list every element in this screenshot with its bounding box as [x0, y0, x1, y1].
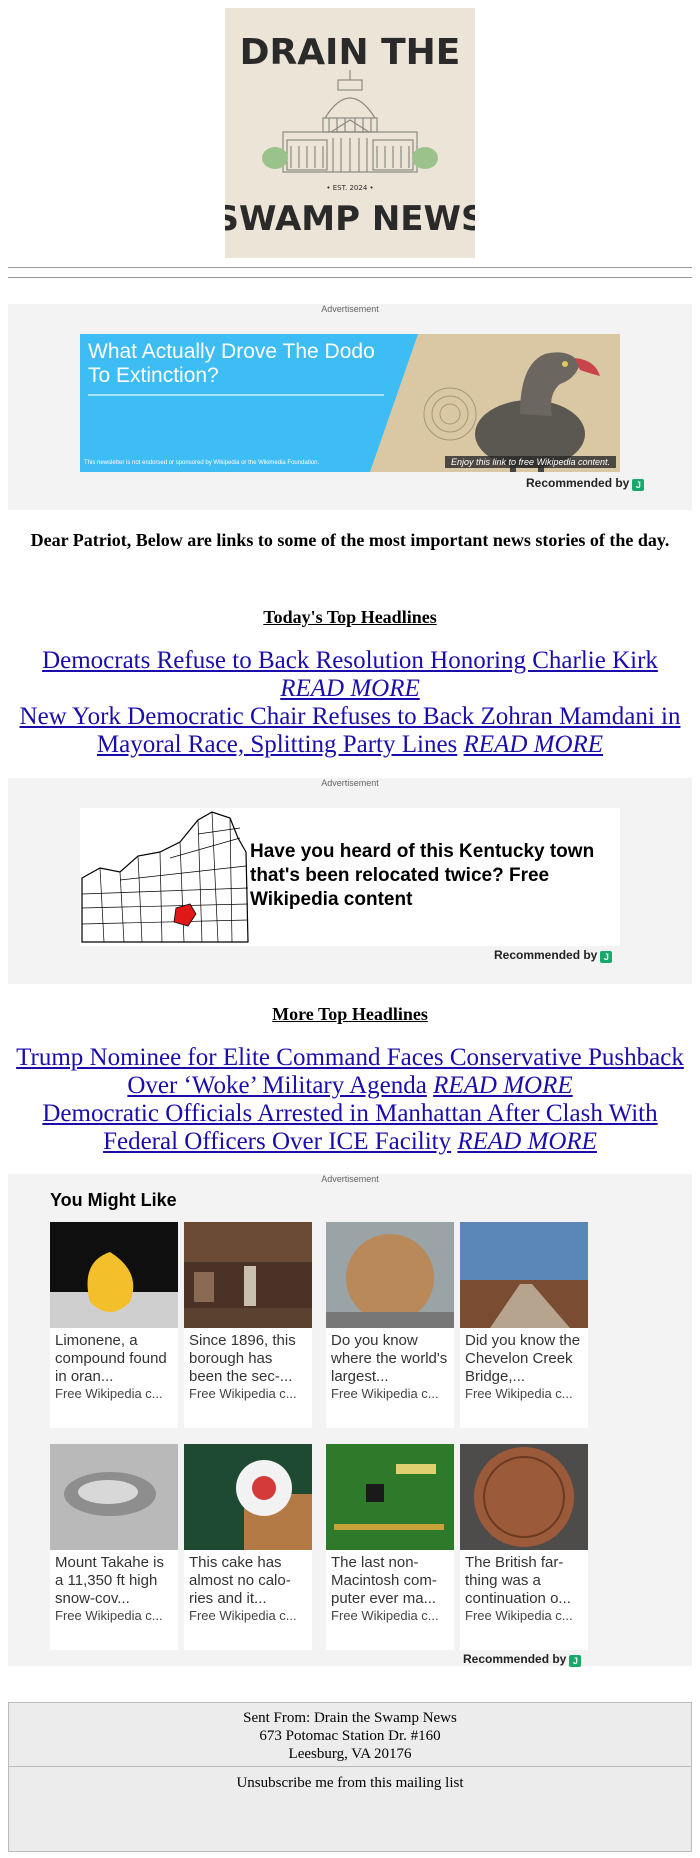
card-source: Free Wikipedia c...: [331, 1386, 439, 1401]
read-more-link[interactable]: READ MORE: [433, 1072, 573, 1099]
recommendation-card[interactable]: [326, 1222, 454, 1428]
section-title-top: Today's Top Headlines: [263, 607, 437, 627]
card-caption: This cake has almost no calo-ries and it...: [189, 1554, 291, 1607]
ad-disclaimer: This newsletter is not endorsed or sponsored by Wikipedia or the Wikimedia Foundation.: [84, 460, 320, 466]
logo-line2: SWAMP NEWS: [225, 199, 475, 239]
footer-street: 673 Potomac Station Dr. #160: [259, 1728, 441, 1744]
recommendation-card[interactable]: [460, 1444, 588, 1650]
recommendation-card[interactable]: [184, 1222, 312, 1428]
card-source: Free Wikipedia c...: [465, 1386, 573, 1401]
recommended-by[interactable]: Recommended by J: [494, 948, 612, 963]
recommendation-card[interactable]: [50, 1444, 178, 1650]
recommendation-card[interactable]: [326, 1444, 454, 1650]
capitol-logo-icon: [225, 8, 475, 258]
card-thumbnail: [460, 1222, 588, 1328]
logo-line1: DRAIN THE: [239, 32, 461, 73]
divider: [8, 267, 692, 268]
jeeng-logo-icon: J: [569, 1655, 581, 1667]
ad-label: Advertisement: [321, 778, 379, 788]
ad-banner-kentucky[interactable]: [80, 808, 620, 946]
read-more-link[interactable]: READ MORE: [463, 731, 604, 758]
recommendation-card[interactable]: [184, 1444, 312, 1650]
ad-label: Advertisement: [321, 304, 379, 314]
ad-caption: Enjoy this link to free Wikipedia content.: [445, 456, 616, 468]
kentucky-map-icon: [80, 808, 250, 946]
read-more-link[interactable]: READ MORE: [457, 1128, 597, 1155]
dodo-bird-icon: [370, 334, 620, 472]
recommendation-card[interactable]: [50, 1222, 178, 1428]
recommended-by[interactable]: Recommended by J: [463, 1652, 581, 1667]
card-caption: Did you know the Chevelon Creek Bridge,...: [465, 1332, 581, 1385]
card-source: Free Wikipedia c...: [55, 1608, 163, 1623]
headline-link[interactable]: New York Democratic Chair Refuses to Back Zohran Mamdani in Mayoral Race, Splitting Party Lines: [19, 703, 681, 758]
intro-text: Dear Patriot, Below are links to some of the most important news stories of the day.: [30, 530, 670, 550]
ad-title: What Actually Drove The Dodo To Extinction?: [88, 340, 375, 387]
headline-item: [8, 1044, 692, 1100]
card-caption: Since 1896, this borough has been the sec-...: [189, 1332, 296, 1385]
headline-list-more: [8, 1044, 692, 1156]
logo-est: • EST. 2024 •: [326, 184, 374, 192]
headline-item: [8, 647, 692, 703]
card-thumbnail: [50, 1222, 178, 1328]
ad-label: Advertisement: [321, 1174, 379, 1184]
card-thumbnail: [460, 1444, 588, 1550]
footer: [8, 1702, 692, 1852]
card-source: Free Wikipedia c...: [189, 1386, 297, 1401]
headline-link[interactable]: Democrats Refuse to Back Resolution Honoring Charlie Kirk: [42, 647, 658, 674]
card-source: Free Wikipedia c...: [55, 1386, 163, 1401]
headline-link[interactable]: Democratic Officials Arrested in Manhattan After Clash With Federal Officers Over ICE Facility: [42, 1100, 658, 1155]
recommendation-card[interactable]: [460, 1222, 588, 1428]
ad-banner-dodo[interactable]: [80, 334, 620, 472]
recommended-by[interactable]: Recommended by J: [526, 476, 644, 491]
headline-link[interactable]: Trump Nominee for Elite Command Faces Conservative Pushback Over ‘Woke’ Military Agenda: [16, 1044, 684, 1099]
card-caption: The British far-thing was a continuation o...: [465, 1554, 571, 1607]
card-thumbnail: [184, 1444, 312, 1550]
card-caption: Limonene, a compound found in oran...: [55, 1332, 167, 1385]
card-thumbnail: [326, 1444, 454, 1550]
card-thumbnail: [326, 1222, 454, 1328]
card-caption: Do you know where the world's largest...: [331, 1332, 448, 1385]
section-title-more: More Top Headlines: [272, 1004, 428, 1024]
card-caption: Mount Takahe is a 11,350 ft high snow-cov...: [55, 1554, 164, 1607]
card-thumbnail: [50, 1444, 178, 1550]
jeeng-logo-icon: J: [600, 951, 612, 963]
card-source: Free Wikipedia c...: [331, 1608, 439, 1623]
ad-title: Have you heard of this Kentucky town that's been relocated twice? Free Wikipedia content: [250, 841, 595, 910]
card-caption: The last non-Macintosh com-puter ever ma...: [331, 1554, 437, 1607]
ad-underline: [88, 394, 384, 396]
jeeng-logo-icon: J: [632, 479, 644, 491]
read-more-link[interactable]: READ MORE: [280, 675, 420, 702]
footer-address: [9, 1703, 691, 1767]
card-thumbnail: [184, 1222, 312, 1328]
card-source: Free Wikipedia c...: [189, 1608, 297, 1623]
footer-city: Leesburg, VA 20176: [288, 1746, 412, 1762]
you-might-like-title: You Might Like: [50, 1190, 177, 1210]
card-source: Free Wikipedia c...: [465, 1608, 573, 1623]
divider: [8, 277, 692, 278]
headline-item: [8, 1100, 692, 1156]
unsubscribe-link[interactable]: Unsubscribe me from this mailing list: [236, 1775, 464, 1791]
newsletter-logo: [225, 8, 475, 258]
headline-item: [8, 703, 692, 759]
headline-list-top: [8, 647, 692, 759]
footer-sender: Sent From: Drain the Swamp News: [243, 1710, 457, 1726]
